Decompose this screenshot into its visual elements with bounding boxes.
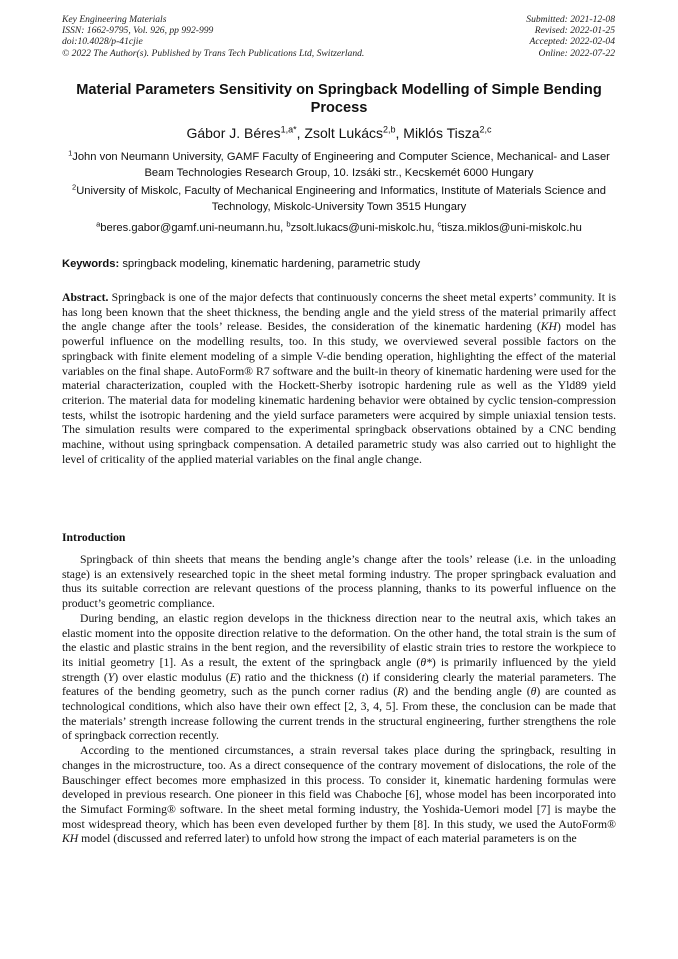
paragraph: During bending, an elastic region develops in the thickness direction near to the neutral axis, which takes an elastic moment into the opposite direction relative to the deformation. On the other hand, the total strain is the sum of the elastic and plastic strains in the bent region, and the reversibility of elastic strain tries to restore the workpiece to its initial geometry [1]. As a result, the extent of the springback angle (θ*) is primarily influenced by the yield strength (Y) over elastic modulus (E) ratio and the thickness (t) if considering clearly the material parameters. The features of the bending geometry, such as the punch corner radius (R) and the bending angle (θ) are counted as technological conditions, which also have their own effect [2, 3, 4, 5]. From these, the conclusion can be made that the materials’ strength increase following the current trends in the structural engineering, further strengthens the role of springback correction recently. bbox=[62, 611, 617, 743]
affiliation-2: $^2$University of Miskolc, Faculty of Mechanical Engineering and Informatics, Institute of Materials Science and Technology, Miskolc-University Town 3515 Hungary bbox=[72, 182, 606, 213]
paragraph: According to the mentioned circumstances, a strain reversal takes place during the springback, resulting in changes in the microstructure, too. As a direct consequence of the contrary movement of dislocations, the role of the Bauschinger effect becomes more emphasized in this process. To consider it, kinematic hardening formulas were developed in previous research. One pioneer in this field was Chaboche [6], whose model has been incorporated into the Simufact Forming® software. In the sheet metal forming industry, the Yoshida-Uemori model [7] is maybe the most widespread theory, which has been even developed further by them [8]. In this study, we used the AutoForm® KH model (discussed and referred later) to unfold how strong the impact of each material parameters is on the bbox=[62, 744, 616, 846]
email-link[interactable]: beres.gabor@gamf.uni-neumann.hu bbox=[100, 222, 281, 234]
keywords-label: Keywords: bbox=[62, 258, 120, 270]
submitted-date: Submitted: 2021-12-08 bbox=[526, 14, 615, 25]
abstract-label: Abstract. bbox=[62, 291, 109, 304]
keywords-text: springback modeling, kinematic hardening, parametric study bbox=[122, 258, 421, 270]
email-list: $^a$beres.gabor@gamf.uni-neumann.hu, $^b$zsolt.lukacs@uni-miskolc.hu, $^c$tisza.miklos@uni-miskolc.hu bbox=[96, 219, 582, 234]
paragraph: Springback of thin sheets that means the bending angle’s change after the tools’ release (i.e. in the unloading stage) is an extensively researched topic in the sheet metal forming industry. The proper springback evaluation and thus its suitable correction are relevant questions of the process planning, thanks to its powerful influence on the product’s geometric compliance. bbox=[62, 553, 616, 611]
email-link[interactable]: zsolt.lukacs@uni-miskolc.hu bbox=[290, 222, 432, 234]
author-name: Miklós Tisza bbox=[403, 125, 480, 141]
author-name: Zsolt Lukács bbox=[304, 125, 383, 141]
doi-line[interactable]: doi:10.4028/p-41cjie bbox=[62, 36, 143, 48]
author-sup: 1,a* bbox=[280, 124, 297, 135]
affiliation-1: $^1$John von Neumann University, GAMF Faculty of Engineering and Computer Science, Mechanical- and Laser Beam Technologies Research Group, 10. Izsáki str., Kecskemét 6000 Hungary bbox=[68, 148, 610, 179]
author-list: Gábor J. Béres$^{1,a*}$, Zsolt Lukács$^{2,b}$, Miklós Tisza$^{2,c}$ bbox=[186, 124, 492, 141]
copyright-line: © 2022 The Author(s). Published by Trans Tech Publications Ltd, Switzerland. bbox=[62, 47, 365, 59]
revised-date: Revised: 2022-01-25 bbox=[534, 25, 615, 37]
author-sup: 2,b bbox=[383, 124, 396, 135]
journal-info bbox=[62, 14, 364, 59]
accepted-date: Accepted: 2022-02-04 bbox=[529, 36, 615, 48]
journal-name: Key Engineering Materials bbox=[62, 14, 167, 25]
online-date: Online: 2022-07-22 bbox=[538, 47, 615, 59]
author-name: Gábor J. Béres bbox=[186, 125, 281, 141]
author-sup: 2,c bbox=[479, 124, 492, 135]
dates-info bbox=[526, 14, 615, 59]
section-heading-introduction: Introduction bbox=[62, 531, 126, 544]
paper-title: Material Parameters Sensitivity on Springback Modelling of Simple Bending Process bbox=[76, 82, 602, 116]
email-link[interactable]: tisza.miklos@uni-miskolc.hu bbox=[441, 222, 582, 234]
keywords bbox=[62, 257, 616, 271]
introduction-text bbox=[62, 553, 616, 847]
issn-line: ISSN: 1662-9795, Vol. 926, pp 992-999 bbox=[62, 25, 214, 37]
abstract: Abstract. Springback is one of the major defects that continuously concerns the sheet metal experts’ community. It is has long been known that the sheet thickness, the bending angle and the yield stress of the material primarily affect the angle change after the tools’ release. Besides, the consideration of the kinematic hardening (KH) model has powerful influence on the modelling results, too. In this study, we overviewed several possible factors on the springback with finite element modeling of a simple V-die bending operation, highlighting the effect of the material variables on the final shape. AutoForm® R7 software and the built-in theory of kinematic hardening were used for the material characterization, coupled with the Hockett-Sherby isotropic hardening rule as well as the Yld89 yield criterion. The material data for modeling kinematic hardening behavior were obtained by cyclic tension-compression tests, whilst the isotropic hardening and the yield surface parameters were acquired by simple uniaxial tension tests. The simulation results were compared to the experimental springback observations obtained by a CNC bending machine, without using springback compensation. A detailed parametric study was also carried out to highlight the level of criticality of the applied material variables on the final angle change. bbox=[62, 291, 617, 466]
